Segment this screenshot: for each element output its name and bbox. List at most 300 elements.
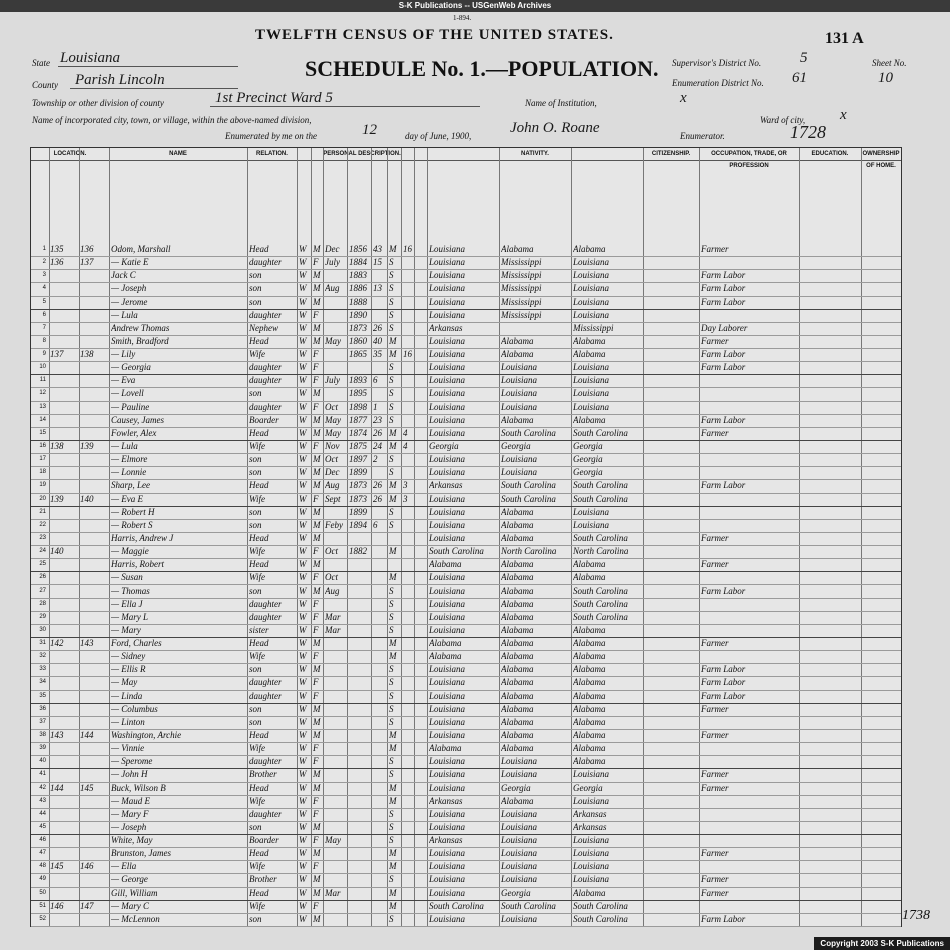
- table-row: [31, 453, 901, 467]
- cell-dw: 140: [50, 546, 64, 557]
- cell-age: [373, 506, 387, 519]
- cell-yr: [349, 755, 371, 768]
- cell-ms: S: [389, 519, 394, 530]
- cell-fb: Mississippi: [501, 283, 542, 294]
- cell-occ: [701, 860, 799, 873]
- cell-mb: Louisiana: [573, 861, 610, 872]
- cell-yr: 1888: [349, 296, 367, 307]
- cell-mb: Louisiana: [573, 296, 610, 307]
- line-number: 18: [39, 469, 46, 476]
- cell-yr: 1873: [349, 480, 367, 491]
- cell-yr: [349, 650, 371, 663]
- cell-yrs: [403, 716, 415, 729]
- cell-mo: Aug: [325, 585, 340, 596]
- cell-mb: Louisiana: [573, 375, 610, 386]
- cell-mb: Georgia: [573, 454, 603, 465]
- cell-mb: Alabama: [573, 716, 606, 727]
- cell-sex: M: [313, 427, 321, 438]
- cell-fb: Alabama: [501, 638, 534, 649]
- table-row: [31, 650, 901, 664]
- cell-ms: S: [389, 283, 394, 294]
- cell-occ: [701, 453, 799, 466]
- cell-age: 23: [373, 414, 382, 425]
- cell-dw: [50, 427, 78, 440]
- cell-name: — Mary L: [111, 611, 149, 622]
- stamped-number: 1728: [790, 122, 826, 142]
- cell-yr: [349, 742, 371, 755]
- cell-fb: Alabama: [501, 664, 534, 675]
- cell-sex: M: [313, 388, 321, 399]
- cell-birth: Louisiana: [429, 427, 466, 438]
- table-row: [31, 900, 901, 914]
- cell-yrs: [403, 611, 415, 624]
- cell-yrs: [403, 834, 415, 847]
- cell-yr: [349, 913, 371, 926]
- cell-ms: M: [389, 651, 397, 662]
- line-number: 39: [39, 745, 46, 752]
- cell-dw: 137: [50, 349, 64, 360]
- cell-sex: M: [313, 283, 321, 294]
- line-number: 1: [42, 246, 46, 252]
- cell-name: Jack C: [111, 270, 136, 281]
- cell-col: W: [299, 664, 307, 675]
- cell-mb: South Carolina: [573, 585, 628, 596]
- supervisor-value: 5: [800, 50, 808, 66]
- cell-sex: M: [313, 874, 321, 885]
- cell-mo: [325, 676, 347, 689]
- cell-dw: [50, 913, 78, 926]
- cell-col: W: [299, 861, 307, 872]
- cell-yr: [349, 716, 371, 729]
- cell-name: — Maud E: [111, 795, 150, 806]
- cell-mb: Alabama: [573, 756, 606, 767]
- cell-yr: 1899: [349, 506, 367, 517]
- table-row: [31, 676, 901, 690]
- cell-occ: Farm Labor: [701, 296, 746, 307]
- cell-occ: Farm Labor: [701, 414, 746, 425]
- line-number: 37: [39, 718, 46, 725]
- cell-yrs: [403, 506, 415, 519]
- table-row: [31, 532, 901, 546]
- cell-fam: [80, 808, 108, 821]
- table-row: [31, 414, 901, 428]
- cell-ms: S: [389, 611, 394, 622]
- cell-age: [373, 847, 387, 860]
- cell-mb: Louisiana: [573, 401, 610, 412]
- cell-yrs: [403, 374, 415, 387]
- cell-yr: [349, 361, 371, 374]
- table-row: [31, 427, 901, 441]
- cell-mo: Dec: [325, 467, 340, 478]
- line-number: 26: [39, 574, 46, 581]
- cell-name: — Columbus: [111, 703, 158, 714]
- cell-age: [373, 637, 387, 650]
- cell-yrs: [403, 519, 415, 532]
- cell-dw: [50, 716, 78, 729]
- cell-birth: Louisiana: [429, 769, 466, 780]
- cell-dw: [50, 322, 78, 335]
- cell-name: — Lula: [111, 309, 138, 320]
- line-number: 29: [39, 613, 46, 620]
- cell-dw: [50, 374, 78, 387]
- cell-col: W: [299, 835, 307, 846]
- cell-name: — Joseph: [111, 283, 147, 294]
- cell-dw: 144: [50, 782, 64, 793]
- cell-name: — Eva E: [111, 493, 143, 504]
- cell-sex: M: [313, 322, 321, 333]
- table-row: [31, 624, 901, 638]
- cell-mo: July: [325, 375, 340, 386]
- cell-occ: Farmer: [701, 559, 729, 570]
- cell-col: W: [299, 427, 307, 438]
- cell-birth: South Carolina: [429, 900, 484, 911]
- cell-col: W: [299, 848, 307, 859]
- cell-occ: [701, 834, 799, 847]
- cell-occ: Farmer: [701, 782, 729, 793]
- cell-age: 43: [373, 244, 382, 254]
- cell-mo: [325, 296, 347, 309]
- cell-col: W: [299, 388, 307, 399]
- enumeration-day: 12: [362, 122, 377, 138]
- cell-yrs: [403, 282, 415, 295]
- line-number: 10: [39, 364, 46, 371]
- cell-fam: [80, 716, 108, 729]
- cell-mb: Alabama: [573, 244, 606, 254]
- cell-fam: [80, 598, 108, 611]
- cell-sex: F: [313, 349, 319, 360]
- cell-rel: Wife: [249, 349, 265, 360]
- cell-sex: M: [313, 244, 321, 254]
- cell-rel: son: [249, 664, 262, 675]
- cell-mb: Georgia: [573, 782, 603, 793]
- cell-ms: S: [389, 506, 394, 517]
- cell-sex: F: [313, 900, 319, 911]
- cell-dw: [50, 414, 78, 427]
- cell-name: — Robert H: [111, 506, 155, 517]
- cell-yrs: 4: [403, 441, 408, 452]
- cell-mb: Louisiana: [573, 309, 610, 320]
- cell-sex: M: [313, 296, 321, 307]
- cell-rel: sister: [249, 624, 269, 635]
- cell-fb: Mississippi: [501, 296, 542, 307]
- cell-fb: Louisiana: [501, 756, 538, 767]
- cell-mo: Feby: [325, 519, 343, 530]
- cell-yrs: 16: [403, 349, 412, 360]
- cell-fam: 136: [80, 244, 94, 254]
- cell-yr: 1897: [349, 454, 367, 465]
- cell-birth: Louisiana: [429, 611, 466, 622]
- cell-fb: Alabama: [501, 414, 534, 425]
- cell-mb: Louisiana: [573, 270, 610, 281]
- cell-age: [373, 676, 387, 689]
- cell-yr: [349, 808, 371, 821]
- cell-occ: [701, 624, 799, 637]
- cell-ms: S: [389, 808, 394, 819]
- cell-birth: Louisiana: [429, 572, 466, 583]
- cell-fb: Georgia: [501, 782, 531, 793]
- cell-rel: Head: [249, 427, 269, 438]
- cell-name: Harris, Robert: [111, 559, 165, 570]
- cell-mb: Louisiana: [573, 388, 610, 399]
- table-row: [31, 860, 901, 874]
- cell-mb: Alabama: [573, 664, 606, 675]
- cell-yrs: [403, 256, 415, 269]
- cell-yr: 1886: [349, 283, 367, 294]
- cell-rel: son: [249, 270, 262, 281]
- cell-birth: Alabama: [429, 651, 462, 662]
- cell-dw: 139: [50, 493, 64, 504]
- cell-mb: Alabama: [573, 703, 606, 714]
- cell-mo: [325, 821, 347, 834]
- cell-sex: M: [313, 467, 321, 478]
- cell-mo: [325, 716, 347, 729]
- line-number: 44: [39, 810, 46, 817]
- cell-mb: Louisiana: [573, 874, 610, 885]
- line-number: 4: [42, 285, 46, 292]
- cell-yr: [349, 860, 371, 873]
- table-row: [31, 519, 901, 533]
- cell-rel: son: [249, 821, 262, 832]
- cell-sex: F: [313, 690, 319, 701]
- cell-mo: [325, 558, 347, 571]
- cell-sex: M: [313, 335, 321, 346]
- cell-dw: [50, 506, 78, 519]
- line-number: 24: [39, 548, 46, 555]
- cell-mb: Alabama: [573, 651, 606, 662]
- cell-name: — Mary C: [111, 900, 149, 911]
- population-grid: [30, 147, 902, 927]
- cell-yrs: [403, 466, 415, 479]
- cell-yr: [349, 703, 371, 716]
- cell-yrs: [403, 663, 415, 676]
- cell-name: — Robert S: [111, 519, 153, 530]
- cell-fb: Louisiana: [501, 808, 538, 819]
- cell-mb: South Carolina: [573, 532, 628, 543]
- cell-col: W: [299, 335, 307, 346]
- cell-name: — Lula: [111, 441, 138, 452]
- cell-age: 26: [373, 427, 382, 438]
- cell-name: — Ellis R: [111, 664, 146, 675]
- cell-occ: [701, 309, 799, 322]
- cell-fb: Georgia: [501, 887, 531, 898]
- table-row: [31, 690, 901, 704]
- cell-birth: Louisiana: [429, 309, 466, 320]
- line-number: 7: [42, 324, 46, 331]
- cell-name: — McLennon: [111, 913, 160, 924]
- cell-mo: [325, 348, 347, 361]
- cell-rel: son: [249, 716, 262, 727]
- cell-mo: Oct: [325, 401, 338, 412]
- cell-mb: Mississippi: [573, 322, 614, 333]
- cell-birth: Arkansas: [429, 322, 463, 333]
- cell-fam: 138: [80, 349, 94, 360]
- cell-ms: S: [389, 874, 394, 885]
- cell-fb: Alabama: [501, 729, 534, 740]
- cell-birth: Louisiana: [429, 677, 466, 688]
- cell-dw: [50, 676, 78, 689]
- cell-rel: son: [249, 388, 262, 399]
- cell-col: W: [299, 729, 307, 740]
- cell-dw: 136: [50, 257, 64, 268]
- cell-mb: South Carolina: [573, 598, 628, 609]
- cell-occ: Farmer: [701, 887, 729, 898]
- cell-ms: M: [389, 493, 397, 504]
- cell-fb: Alabama: [501, 532, 534, 543]
- cell-age: [373, 663, 387, 676]
- cell-col: W: [299, 480, 307, 491]
- cell-name: Brunston, James: [111, 848, 171, 859]
- cell-yrs: [403, 387, 415, 400]
- cell-fam: [80, 532, 108, 545]
- cell-yr: [349, 847, 371, 860]
- cell-ms: M: [389, 546, 397, 557]
- cell-birth: Alabama: [429, 743, 462, 754]
- cell-yr: [349, 571, 371, 584]
- cell-ms: M: [389, 427, 397, 438]
- cell-sex: M: [313, 454, 321, 465]
- cell-mb: South Carolina: [573, 913, 628, 924]
- cell-rel: daughter: [249, 690, 282, 701]
- cell-fb: Alabama: [501, 677, 534, 688]
- cell-fam: [80, 479, 108, 492]
- cell-ms: S: [389, 769, 394, 780]
- cell-mo: Oct: [325, 454, 338, 465]
- cell-sex: M: [313, 848, 321, 859]
- cell-yr: [349, 585, 371, 598]
- cell-col: W: [299, 270, 307, 281]
- table-row: [31, 558, 901, 572]
- group-location: LOCATION.: [31, 148, 109, 161]
- table-row: [31, 821, 901, 835]
- cell-mo: [325, 703, 347, 716]
- cell-rel: Head: [249, 532, 269, 543]
- cell-occ: Farmer: [701, 703, 729, 714]
- cell-rel: Head: [249, 638, 269, 649]
- cell-mo: [325, 742, 347, 755]
- cell-dw: [50, 532, 78, 545]
- county-rule: [70, 88, 238, 89]
- cell-fam: 140: [80, 493, 94, 504]
- cell-birth: Louisiana: [429, 821, 466, 832]
- table-row: [31, 598, 901, 612]
- cell-yr: [349, 729, 371, 742]
- census-title: TWELFTH CENSUS OF THE UNITED STATES.: [255, 27, 614, 43]
- cell-fam: [80, 663, 108, 676]
- cell-mb: Alabama: [573, 690, 606, 701]
- cell-yrs: [403, 847, 415, 860]
- cell-mb: Georgia: [573, 441, 603, 452]
- cell-yr: [349, 532, 371, 545]
- cell-mb: Alabama: [573, 887, 606, 898]
- cell-dw: [50, 296, 78, 309]
- cell-occ: Farmer: [701, 335, 729, 346]
- table-row: [31, 296, 901, 310]
- cell-ms: S: [389, 913, 394, 924]
- cell-rel: Head: [249, 559, 269, 570]
- state-rule: [58, 66, 238, 67]
- group-occupation: OCCUPATION, TRADE, OR PROFESSION: [699, 148, 799, 161]
- line-number: 41: [39, 771, 46, 778]
- cell-col: W: [299, 309, 307, 320]
- cell-name: — John H: [111, 769, 148, 780]
- cell-mb: Alabama: [573, 349, 606, 360]
- cell-yrs: [403, 269, 415, 282]
- cell-mo: [325, 598, 347, 611]
- cell-yrs: [403, 808, 415, 821]
- cell-mo: May: [325, 427, 341, 438]
- cell-occ: Farmer: [701, 874, 729, 885]
- cell-rel: daughter: [249, 598, 282, 609]
- cell-birth: Louisiana: [429, 467, 466, 478]
- line-number: 47: [39, 850, 46, 857]
- cell-occ: Farmer: [701, 532, 729, 543]
- table-row: [31, 361, 901, 375]
- cell-age: 35: [373, 349, 382, 360]
- cell-age: [373, 795, 387, 808]
- table-row: [31, 755, 901, 769]
- cell-fb: Alabama: [501, 703, 534, 714]
- cell-age: [373, 296, 387, 309]
- cell-rel: son: [249, 296, 262, 307]
- cell-ms: S: [389, 585, 394, 596]
- cell-occ: Farm Labor: [701, 283, 746, 294]
- township-label: Township or other division of county: [32, 98, 164, 108]
- cell-mo: [325, 860, 347, 873]
- line-number: 13: [39, 403, 46, 410]
- cell-sex: M: [313, 769, 321, 780]
- cell-occ: [701, 795, 799, 808]
- cell-ms: S: [389, 375, 394, 386]
- cell-dw: [50, 387, 78, 400]
- cell-ms: S: [389, 821, 394, 832]
- cell-fam: [80, 703, 108, 716]
- state-label: State: [32, 58, 50, 68]
- cell-yrs: [403, 729, 415, 742]
- cell-occ: [701, 401, 799, 414]
- group-education: EDUCATION.: [799, 148, 861, 161]
- cell-mo: Sept: [325, 493, 341, 504]
- cell-sex: F: [313, 651, 319, 662]
- cell-yrs: [403, 742, 415, 755]
- cell-col: W: [299, 808, 307, 819]
- cell-rel: Head: [249, 782, 269, 793]
- cell-age: [373, 782, 387, 795]
- cell-name: — Linda: [111, 690, 143, 701]
- cell-yrs: 16: [403, 244, 412, 254]
- cell-occ: Farmer: [701, 638, 729, 649]
- cell-yrs: [403, 335, 415, 348]
- cell-fam: [80, 795, 108, 808]
- enumeration-month-label: day of June, 1900,: [405, 131, 472, 141]
- cell-fam: [80, 374, 108, 387]
- schedule-title: SCHEDULE No. 1.—POPULATION.: [305, 56, 659, 81]
- table-row: [31, 873, 901, 887]
- cell-fam: [80, 847, 108, 860]
- cell-ms: M: [389, 782, 397, 793]
- group-nativity: NATIVITY.: [427, 148, 643, 161]
- cell-age: [373, 716, 387, 729]
- cell-rel: daughter: [249, 362, 282, 373]
- cell-yr: [349, 598, 371, 611]
- cell-mb: South Carolina: [573, 900, 628, 911]
- cell-dw: [50, 558, 78, 571]
- cell-ms: M: [389, 349, 397, 360]
- cell-birth: Louisiana: [429, 861, 466, 872]
- table-row: [31, 506, 901, 520]
- cell-age: 26: [373, 480, 382, 491]
- table-row: [31, 545, 901, 559]
- cell-occ: [701, 374, 799, 387]
